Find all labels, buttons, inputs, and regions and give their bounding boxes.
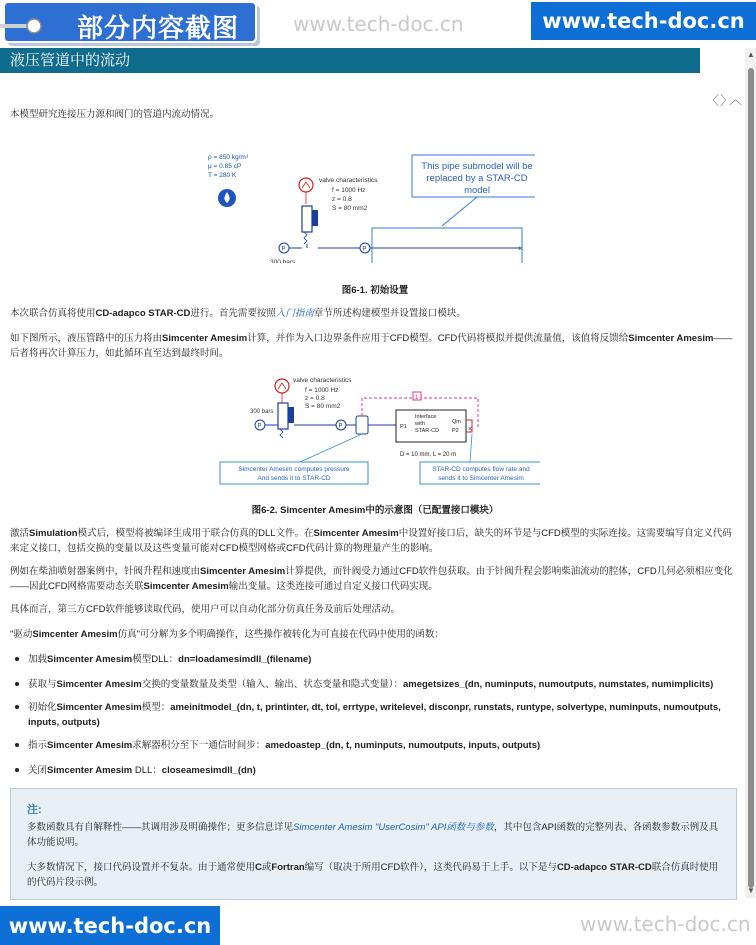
list-item: 指示Simcenter Amesim求解器积分至下一通信时间步：amedoastep_(dn, t, numinputs, numoutputs, inputs, outputs) — [10, 738, 730, 753]
getting-started-link[interactable]: 入门指南 — [275, 308, 314, 319]
scroll-down-icon[interactable]: ▼ — [747, 886, 755, 895]
fig2-valve-s: S = 80 mm2 — [305, 403, 341, 410]
fig2-valve-icon — [278, 403, 288, 429]
svg-text:P: P — [338, 423, 343, 430]
iface-line3: STAR-CD — [415, 428, 440, 434]
svg-text:1: 1 — [415, 395, 419, 401]
fig1-caption: 图6-1. 初始设置 — [341, 285, 409, 296]
list-item: 初始化Simcenter Amesim模型：ameinitmodel_(dn, t, printinter, dt, tol, errtype, writelevel, disconpr, runstats, runtype, solvertype, numinputs, numoutputs, inputs, outputs) — [10, 700, 730, 730]
fig2-pressure-label: 300 bars — [250, 409, 274, 415]
fig1-valve-f: f = 1000 Hz — [332, 187, 366, 194]
fig2-callout-left-line2: And sends it to STAR-CD — [257, 475, 331, 482]
fig1-valve-z: z = 0.8 — [332, 196, 352, 203]
fig1-prop-density: ρ = 850 kg/m³ — [208, 154, 249, 161]
fig2-valve-z: z = 0.8 — [305, 395, 325, 402]
fig1-prop-viscosity: μ = 0.85 cP — [208, 163, 242, 170]
watermark-badge-text: 部分内容截图 — [77, 14, 240, 44]
fig2-callout-right-line1: STAR-CD computes flow rate and — [432, 466, 530, 473]
note-title: 注: — [27, 804, 42, 816]
svg-text:P: P — [281, 246, 286, 253]
list-item: 关闭Simcenter Amesim DLL：closeamesimdll_(dn) — [10, 763, 730, 778]
fig2-valve-title: valve characteristics — [293, 377, 352, 384]
watermark-top-faded: www.tech-doc.cn — [293, 12, 464, 36]
iface-line1: Interface — [415, 414, 437, 420]
fig2-junction-icon — [356, 416, 368, 434]
fig1-pressure-label: 300 bars — [270, 259, 296, 263]
paragraph-injector: 例如在柴油喷射器案例中，针阀升程和速度由Simcenter Amesim计算提供，而针阀受力通过CFD软件包获取。由于针阀升程会影响柴油流动的腔体，CFD几何必须相应变化——因此CFD网格需要动态关联Simcenter Amesim输出变量。这类连接可通过自定义接口代码实现。 — [10, 566, 733, 592]
paragraph-simulation: 激活Simulation模式后，模型将被编译生成用于联合仿真的DLL文件。在Simcenter Amesim中设置好接口后，缺失的环节是与CFD模型的实际连接。这需要编写自定义代码来定义接口，包括交换的变量以及这些变量可能对CFD模型网格或CFD代码计算的物理量产生的影响。 — [10, 528, 732, 554]
fig2-callout-left-line1: Simcenter Amesim computes pressure — [238, 466, 350, 473]
fig1-valve-title: valve characteristics — [319, 177, 378, 184]
fig1-callout-line1: This pipe submodel will be — [421, 161, 533, 172]
list-item: 获取与Simcenter Amesim交换的变量数量及类型（输入、输出、状态变量和隐式变量）：amegetsizes_(dn, numinputs, numoutputs, numstates, numimplicits) — [10, 677, 730, 692]
fig1-callout-line2: replaced by a STAR-CD — [426, 173, 528, 184]
paragraph-thirdparty: 具体而言，第三方CFD软件能够读取代码，使用户可以自动化部分仿真任务及前后处理活动。 — [10, 604, 401, 615]
watermark-top-brand: www.tech-doc.cn — [531, 2, 756, 40]
scrollbar-thumb[interactable] — [748, 68, 754, 888]
fig2-valve-f: f = 1000 Hz — [305, 387, 339, 394]
valve-icon — [302, 206, 312, 232]
fig2-caption: 图6-2. Simcenter Amesim中的示意图（已配置接口模块） — [251, 505, 499, 516]
fig2-pipe-dims: D = 10 mm, L = 20 m — [400, 452, 457, 458]
fig1-valve-s: S = 80 mm2 — [332, 205, 368, 212]
note-paragraph-2: 大多数情况下，接口代码设置并不复杂。由于通常使用C或Fortran编写（取决于所用CFD软件），这类代码易于上手。以下是与CD-adapco STAR-CD联合仿真时使用的代码片段示例。 — [27, 862, 719, 888]
list-item: 加载Simcenter Amesim模型DLL：dn=loadamesimdll_(filename) — [10, 652, 730, 667]
fig2-signal-icon — [275, 379, 289, 393]
watermark-badge — [0, 0, 263, 48]
scroll-up-icon[interactable]: ▲ — [747, 50, 755, 59]
svg-text:×: × — [468, 426, 473, 433]
note-paragraph-1: 多数函数具有自解释性——其调用涉及明确操作；更多信息详见Simcenter Amesim "UserCosim" API函数与参数，其中包含API函数的完整列表、各函数参数示例及具体功能说明。 — [27, 822, 719, 848]
port-p1-label: P1 — [400, 424, 407, 430]
figure-initial-setup — [190, 148, 535, 263]
paragraph-loop: 如下图所示，液压管路中的压力将由Simcenter Amesim计算，并作为入口边界条件应用于CFD模型。CFD代码将模拟并提供流量值，该值将反馈给Simcenter Amesim——后者将再次计算压力，如此循环直至达到最终时间。 — [10, 333, 733, 359]
valve-signal-icon — [299, 178, 313, 192]
paragraph-setup: 本次联合仿真将使用CD-adapco STAR-CD进行。首先需要按照入门指南章节所述构建模型并设置接口模块。 — [10, 308, 466, 319]
note-box — [10, 788, 737, 900]
figure-interface-schematic — [210, 370, 540, 500]
fig1-callout-line3: model — [464, 185, 490, 196]
port-p2-label: P2 — [452, 428, 459, 434]
intro-paragraph: 本模型研究连接压力源和阀门的管道内流动情况。 — [10, 109, 220, 120]
paragraph-driving: "驱动Simcenter Amesim仿真"可分解为多个明确操作，这些操作被转化为可直接在代码中使用的函数： — [10, 629, 444, 640]
next-topic-button[interactable]: 〉 — [720, 93, 734, 108]
pipe-submodel-box — [372, 228, 522, 263]
svg-text:P: P — [362, 246, 367, 253]
watermark-bottom-faded: www.tech-doc.cn — [580, 912, 751, 936]
svg-text:P: P — [257, 423, 262, 430]
fig2-callout-right-line2: sends it to Simcenter Amesim — [438, 475, 524, 482]
port-qm-label: Qm — [452, 419, 461, 425]
usercosim-api-link[interactable]: Simcenter Amesim "UserCosim" API函数与参数 — [293, 822, 494, 833]
prev-topic-button[interactable]: 〈 — [706, 93, 720, 108]
fig1-prop-temperature: T = 280 K — [208, 172, 237, 179]
page-title: 液压管道中的流动 — [0, 48, 700, 73]
watermark-bottom-brand: www.tech-doc.cn — [0, 906, 220, 945]
svg-text:×: × — [518, 244, 523, 253]
iface-line2: with — [415, 421, 425, 427]
parent-topic-button[interactable]: ︿ — [729, 92, 743, 107]
